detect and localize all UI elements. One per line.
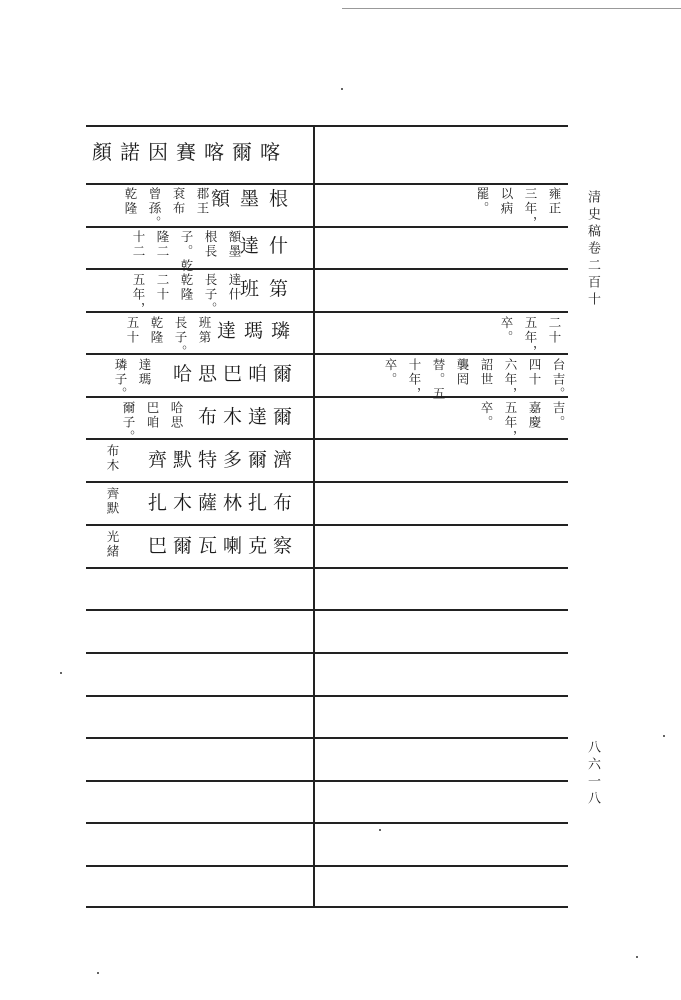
note-col: 布木 [105,444,120,473]
row-rule [86,652,568,654]
note-col: 袞布 [171,187,186,216]
note-col: 雍正 [547,187,562,216]
paper-speck [341,88,343,90]
note-col: 長子。 [203,273,218,317]
side-header: 清史稿卷二百十 [585,190,600,309]
row-6-title: 布木達爾 [197,406,298,428]
note-col: 卒。 [479,401,494,430]
note-col: 達瑪 [137,358,152,387]
row-5-right-notes [330,358,566,402]
row-rule [86,567,568,569]
note-col: 隆二 [155,230,170,259]
row-1-title-cell [210,188,298,210]
note-col: 二十 [547,316,562,345]
note-col: 五年， [131,273,146,317]
page-number: 八六一八 [585,740,600,808]
row-2-notes [92,230,242,274]
note-col: 五年， [523,316,538,360]
note-col: 達什 [227,273,242,302]
row-3-title-cell [239,278,298,300]
note-col: 台吉。 [551,358,566,402]
row-3-notes [92,273,242,317]
note-col: 十年， [407,358,422,402]
note-col: 班第 [197,316,212,345]
row-8-title: 扎木薩林扎布 [147,492,298,514]
paper-speck [663,735,665,737]
note-col: 璘子。 [113,358,128,402]
column-divider [313,125,315,907]
note-col: 襲罔 [455,358,470,387]
paper-speck [97,972,99,974]
note-col: 以病 [499,187,514,216]
row-1-right-notes [450,187,562,231]
note-col: 五十 [125,316,140,345]
row-rule [86,906,568,908]
row-7-title: 齊默特多爾濟 [147,449,298,471]
row-5-title: 哈思巴咱爾 [172,363,298,385]
paper-speck [379,829,381,831]
row-6-right-notes [480,401,566,445]
note-col: 嘉慶 [527,401,542,430]
row-4-notes [92,316,212,360]
row-1-notes [92,187,210,231]
top-rule [342,8,681,9]
row-4-title: 達瑪璘 [216,320,298,342]
row-9-notes [92,530,120,559]
note-col: 巴咱 [145,401,160,430]
row-rule [86,865,568,867]
note-col: 郡王 [195,187,210,216]
note-col: 曾孫。 [147,187,162,231]
note-col: 替。五 [431,358,446,402]
row-3-title: 班第 [239,278,298,300]
note-col: 卒。 [383,358,398,387]
row-rule [86,609,568,611]
row-6-notes [92,401,184,445]
row-rule [86,822,568,824]
row-5-title-cell [155,364,298,384]
row-rule [86,524,568,526]
note-col: 五年， [503,401,518,445]
note-col: 詔世 [479,358,494,387]
note-col: 十二 [131,230,146,259]
note-col: 罷。 [475,187,490,216]
row-rule [86,125,568,127]
row-9-title: 巴爾瓦喇克察 [147,535,298,557]
row-rule [86,183,568,185]
note-col: 長子。 [173,316,188,360]
row-rule [86,695,568,697]
paper-speck [636,956,638,958]
row-5-notes [92,358,152,402]
row-0-title-cell [92,142,288,162]
note-col: 光緒 [105,530,120,559]
note-col: 乾隆 [179,273,194,302]
row-rule [86,481,568,483]
note-col: 吉。 [551,401,566,430]
row-7-notes [92,444,120,473]
row-1-title: 額墨根 [210,188,298,210]
note-col: 二十 [155,273,170,302]
paper-speck [60,672,62,674]
row-2-title-cell [239,235,298,257]
note-col: 乾隆 [149,316,164,345]
note-col: 齊默 [105,487,120,516]
note-col: 子。乾 [179,230,194,274]
row-2-title: 達什 [239,235,298,257]
note-col: 根長 [203,230,218,259]
row-6-title-cell [186,407,298,427]
row-rule [86,780,568,782]
note-col: 六年， [503,358,518,402]
note-col: 卒。 [499,316,514,345]
note-col: 三年， [523,187,538,231]
note-col: 哈思 [169,401,184,430]
row-4-right-notes [480,316,562,360]
row-4-title-cell [218,321,298,341]
row-9-title-cell [124,536,298,556]
note-col: 乾隆 [123,187,138,216]
row-rule [86,737,568,739]
row-7-title-cell [124,450,298,470]
note-col: 額墨 [227,230,242,259]
row-0-title: 顏諾因賽喀爾喀 [92,140,288,164]
row-8-title-cell [124,493,298,513]
note-col: 四十 [527,358,542,387]
note-col: 爾子。 [121,401,136,445]
row-8-notes [92,487,120,516]
